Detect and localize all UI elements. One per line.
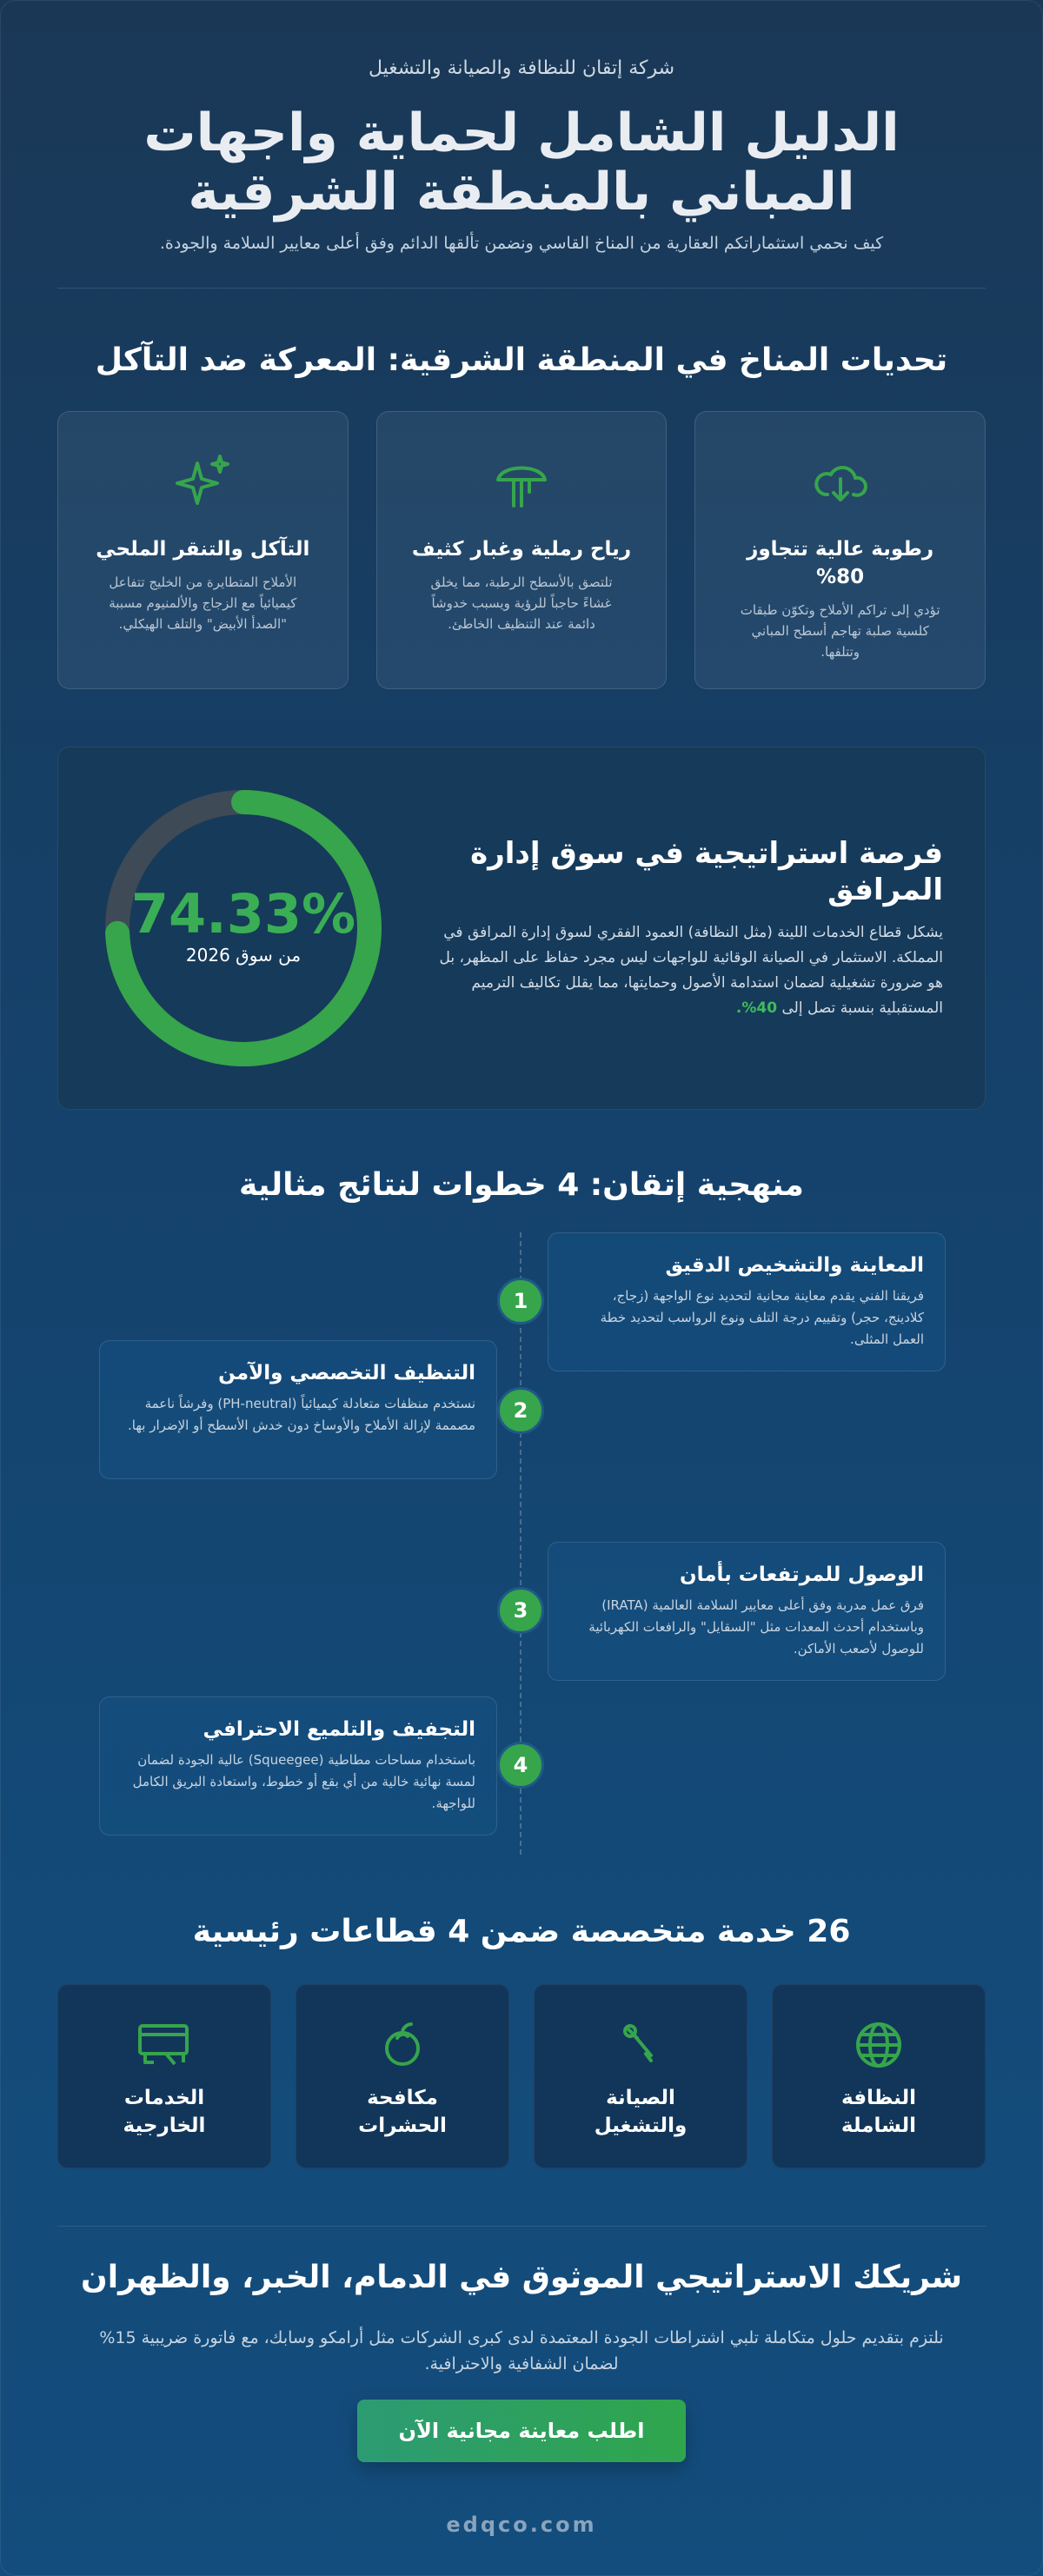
step-card-1 — [548, 1232, 946, 1371]
company-name: شركة إتقان للنظافة والصيانة والتشغيل — [368, 57, 675, 79]
step-number-3: 3 — [497, 1587, 544, 1634]
opportunity-text: يشكل قطاع الخدمات اللينة (مثل النظافة) العمود الفقري لسوق إدارة المرافق في المملكة. الاستثمار في الصيانة الوقائية للواجهات ليس مجرد حفاظ على المظهر، بل هو ضرورة تشغيلية لضمان استدامة الأصول وحمايتها، مما يقلل تكاليف الترميم المستقبلية بنسبة تصل إلى 40%. — [439, 924, 943, 1017]
step-number-1: 1 — [497, 1278, 544, 1325]
challenge-text: تلتصق بالأسطح الرطبة، مما يخلق غشاءً حاجباً للرؤية ويسبب خدوشاً دائمة عند التنظيف الخاطئ. — [430, 574, 613, 632]
step-title: الوصول للمرتفعات بأمان — [679, 1564, 924, 1586]
step-text: فريقنا الفني يقدم معاينة مجانية لتحديد نوع الواجهة (زجاج، كلادينج، حجر) وتقييم درجة التلف ونوع الرواسب لتحديد خطة العمل المثلى. — [600, 1288, 924, 1347]
ring-value: 74.33% — [130, 882, 356, 946]
step-card-3 — [548, 1542, 946, 1681]
pest-icon — [296, 2018, 508, 2072]
challenge-text: تؤدي إلى تراكم الأملاح وتكوّن طبقات كلسية صلبة تهاجم أسطح المباني وتتلفها. — [740, 602, 940, 660]
wind-icon — [377, 452, 667, 513]
opportunity-highlight: 40%. — [735, 999, 778, 1017]
cta-title: شريكك الاستراتيجي الموثوق في الدمام، الخبر، والظهران — [81, 2260, 962, 2295]
challenge-card-humidity — [694, 411, 986, 689]
website-domain[interactable]: edqco.com — [446, 2513, 597, 2537]
challenge-text: الأملاح المتطايرة من الخليج تتفاعل كيميائياً مع الزجاج والألمنيوم مسببة "الصدأ الأبيض" والتلف الهيكلي. — [109, 574, 297, 632]
challenges-section — [0, 289, 1043, 689]
step-title: التجفيف والتلميع الاحترافي — [203, 1718, 475, 1741]
cta-section — [0, 2227, 1043, 2537]
step-number-4: 4 — [497, 1742, 544, 1789]
challenge-title: رياح رملية وغبار كثيف — [411, 538, 632, 561]
timeline — [0, 1232, 1043, 1855]
challenge-title: التآكل والتنقر الملحي — [96, 538, 310, 561]
ring-label: من سوق 2026 — [185, 945, 302, 966]
globe-icon — [773, 2018, 985, 2072]
truck-icon — [58, 2018, 270, 2072]
step-title: التنظيف التخصصي والآمن — [218, 1362, 475, 1384]
step-title: المعاينة والتشخيص الدقيق — [665, 1254, 924, 1277]
step-text: فرق عمل مدربة وفق أعلى معايير السلامة العالمية (IRATA) وباستخدام أحدث المعدات مثل "السقايل" والرافعات الكهربائية للوصول لأصعب الأماكن. — [588, 1597, 924, 1656]
wrench-icon — [535, 2018, 747, 2072]
service-label: النظافة الشاملة — [840, 2087, 917, 2137]
header — [0, 0, 1043, 253]
challenge-card-corrosion — [57, 411, 349, 689]
service-label: مكافحة الحشرات — [358, 2087, 447, 2137]
service-card-external[interactable] — [57, 1984, 271, 2168]
services-title: 26 خدمة متخصصة ضمن 4 قطاعات رئيسية — [192, 1914, 851, 1949]
cta-text: نلتزم بتقديم حلول متكاملة تلبي اشتراطات الجودة المعتمدة لدى كبرى الشركات مثل أرامكو وسابك، مع فاتورة ضريبية 15% لضمان الشفافية والاحترافية. — [99, 2328, 944, 2374]
service-label: الصيانة والتشغيل — [594, 2087, 688, 2137]
challenges-title: تحديات المناخ في المنطقة الشرقية: المعركة ضد التآكل — [95, 342, 948, 378]
step-text: نستخدم منظفات متعادلة كيميائياً (PH-neutral) وفرشاً ناعمة مصممة لإزالة الأملاح والأوساخ دون خدش الأسطح أو الإضرار بها. — [128, 1396, 475, 1433]
request-inspection-button[interactable]: اطلب معاينة مجانية الآن — [357, 2400, 686, 2462]
cloud-icon — [695, 452, 985, 513]
page-title: الدليل الشامل لحماية واجهات المباني بالمنطقة الشرقية — [143, 103, 900, 222]
method-section — [0, 1110, 1043, 1855]
opportunity-panel — [57, 747, 986, 1110]
service-card-pest[interactable] — [296, 1984, 509, 2168]
service-label: الخدمات الخارجية — [123, 2087, 206, 2137]
step-card-4 — [99, 1696, 497, 1836]
market-share-ring — [100, 785, 387, 1072]
opportunity-title: فرصة استراتيجية في سوق إدارة المرافق — [470, 836, 943, 907]
step-number-2: 2 — [497, 1387, 544, 1434]
sparkle-icon — [58, 452, 348, 513]
service-card-cleaning[interactable] — [772, 1984, 986, 2168]
service-card-maintenance[interactable] — [534, 1984, 747, 2168]
step-card-2 — [99, 1340, 497, 1479]
method-title: منهجية إتقان: 4 خطوات لنتائج مثالية — [239, 1167, 804, 1203]
step-text: باستخدام مساحات مطاطية (Squeegee) عالية الجودة لضمان لمسة نهائية خالية من أي بقع أو خطوط، واستعادة البريق الكامل للواجهة. — [132, 1752, 475, 1811]
challenge-card-wind — [376, 411, 668, 689]
challenge-title: رطوبة عالية تتجاوز 80% — [747, 538, 934, 588]
services-section — [0, 1855, 1043, 2168]
page-subtitle: كيف نحمي استثماراتكم العقارية من المناخ القاسي ونضمن تألقها الدائم وفق أعلى معايير السلامة والجودة. — [159, 234, 884, 253]
